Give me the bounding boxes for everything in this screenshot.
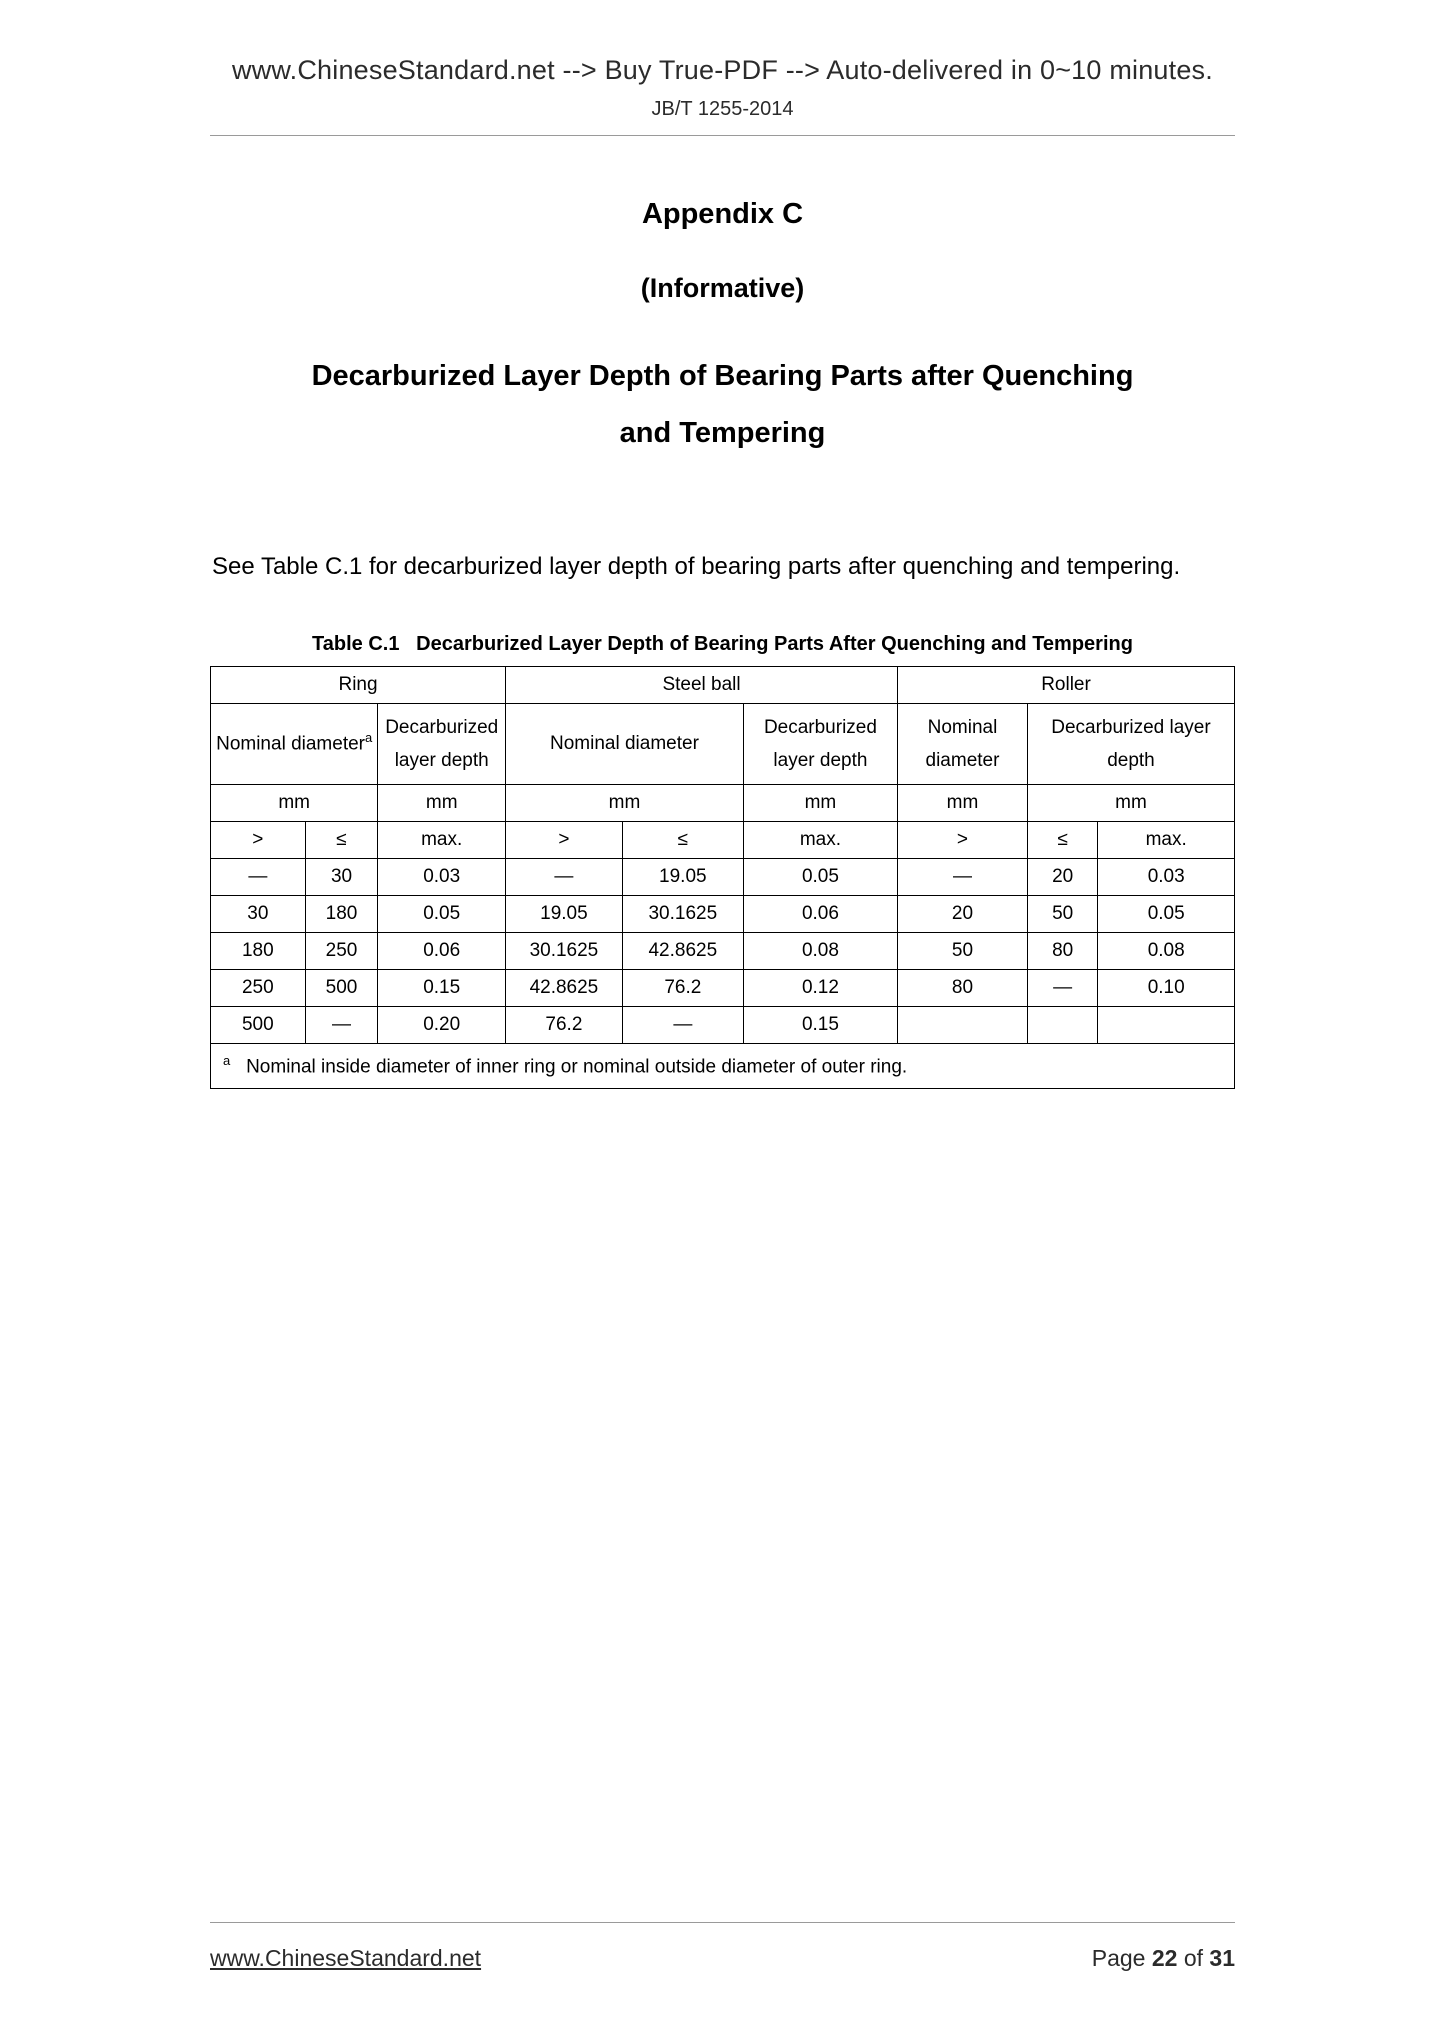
cell-ring-le: 250 (305, 933, 378, 970)
table-footnote (211, 1044, 1235, 1088)
cell-ball-max: 0.06 (743, 896, 897, 933)
cell-roller-le: 50 (1027, 896, 1097, 933)
page-total: 31 (1209, 1945, 1235, 1971)
symbol-ring-gt: > (211, 822, 306, 859)
cell-roller-le: 20 (1027, 859, 1097, 896)
decarburized-layer-table (210, 666, 1235, 1089)
footnote-marker: a (223, 1053, 231, 1069)
cell-ball-max: 0.08 (743, 933, 897, 970)
unit-ball-depth: mm (743, 785, 897, 822)
footnote-text: Nominal inside diameter of inner ring or nominal outside diameter of outer ring. (246, 1056, 908, 1078)
table-caption-label: Table C.1 (312, 632, 400, 655)
promo-banner: www.ChineseStandard.net --> Buy True-PDF --> Auto-delivered in 0~10 minutes. (232, 55, 1213, 85)
table-row (211, 859, 1235, 896)
cell-roller-le: 80 (1027, 933, 1097, 970)
appendix-heading-line-2: and Tempering (619, 416, 826, 449)
table-row (211, 933, 1235, 970)
subheader-ring-depth: Decarburized layer depth (378, 703, 506, 785)
symbol-ball-gt: > (506, 822, 623, 859)
unit-roller-depth: mm (1027, 785, 1234, 822)
appendix-heading (210, 348, 1235, 461)
cell-ball-max: 0.05 (743, 859, 897, 896)
subheader-ball-nominal-diameter: Nominal diameter (506, 703, 744, 785)
symbol-ball-max: max. (743, 822, 897, 859)
cell-ring-le: — (305, 1007, 378, 1044)
symbol-ring-max: max. (378, 822, 506, 859)
cell-roller-max: 0.08 (1098, 933, 1235, 970)
group-header-roller: Roller (898, 666, 1235, 703)
table-footnote-row (211, 1044, 1235, 1088)
cell-roller-gt: 50 (898, 933, 1028, 970)
appendix-title: Appendix C (641, 198, 804, 230)
subheader-ball-depth: Decarburized layer depth (743, 703, 897, 785)
table-row (211, 970, 1235, 1007)
page-footer (210, 1922, 1235, 1972)
unit-ring-nominal: mm (211, 785, 378, 822)
symbol-roller-gt: > (898, 822, 1028, 859)
cell-ring-le: 30 (305, 859, 378, 896)
table-symbol-row (211, 822, 1235, 859)
cell-ring-le: 180 (305, 896, 378, 933)
cell-ring-gt: 30 (211, 896, 306, 933)
cell-ring-max: 0.15 (378, 970, 506, 1007)
cell-roller-max (1098, 1007, 1235, 1044)
unit-ball-nominal: mm (506, 785, 744, 822)
page-current: 22 (1151, 1945, 1178, 1971)
cell-ball-le: — (622, 1007, 743, 1044)
header-divider (210, 135, 1235, 136)
footnote-marker-a: a (365, 730, 373, 746)
cell-ball-le: 42.8625 (622, 933, 743, 970)
table-row (211, 896, 1235, 933)
table-caption (210, 633, 1235, 656)
cell-ball-max: 0.12 (743, 970, 897, 1007)
subheader-ring-nominal-label: Nominal diameter (216, 733, 365, 755)
cell-ring-gt: 500 (211, 1007, 306, 1044)
table-caption-text: Decarburized Layer Depth of Bearing Parts After Quenching and Tempering (416, 632, 1133, 655)
cell-roller-gt: 80 (898, 970, 1028, 1007)
cell-ring-gt: 250 (211, 970, 306, 1007)
cell-ball-gt: 19.05 (506, 896, 623, 933)
appendix-heading-line-1: Decarburized Layer Depth of Bearing Parts after Quenching (311, 360, 1134, 392)
symbol-roller-le: ≤ (1027, 822, 1097, 859)
cell-roller-max: 0.05 (1098, 896, 1235, 933)
cell-ball-gt: 42.8625 (506, 970, 623, 1007)
table-row (211, 1007, 1235, 1044)
unit-roller-nominal: mm (898, 785, 1028, 822)
cell-ring-max: 0.20 (378, 1007, 506, 1044)
cell-roller-gt: — (898, 859, 1028, 896)
cell-ball-max: 0.15 (743, 1007, 897, 1044)
symbol-ring-le: ≤ (305, 822, 378, 859)
cell-ball-le: 30.1625 (622, 896, 743, 933)
cell-roller-le (1027, 1007, 1097, 1044)
cell-roller-le: — (1027, 970, 1097, 1007)
cell-ball-gt: 30.1625 (506, 933, 623, 970)
cell-ball-gt: 76.2 (506, 1007, 623, 1044)
table-subheader-row (211, 703, 1235, 785)
cell-roller-max: 0.03 (1098, 859, 1235, 896)
cell-ring-max: 0.03 (378, 859, 506, 896)
document-code: JB/T 1255-2014 (651, 98, 794, 120)
cell-roller-gt: 20 (898, 896, 1028, 933)
cell-ball-gt: — (506, 859, 623, 896)
group-header-steel-ball: Steel ball (506, 666, 898, 703)
cell-roller-max: 0.10 (1098, 970, 1235, 1007)
appendix-subtitle: (Informative) (640, 273, 805, 303)
subheader-roller-depth: Decarburized layer depth (1027, 703, 1234, 785)
symbol-roller-max: max. (1098, 822, 1235, 859)
unit-ring-depth: mm (378, 785, 506, 822)
cell-ring-max: 0.06 (378, 933, 506, 970)
cell-ring-max: 0.05 (378, 896, 506, 933)
group-header-ring: Ring (211, 666, 506, 703)
cell-ring-gt: — (211, 859, 306, 896)
subheader-ring-nominal-diameter (211, 703, 378, 785)
page-of: of (1183, 1945, 1204, 1971)
symbol-ball-le: ≤ (622, 822, 743, 859)
page-number (1092, 1945, 1235, 1972)
cell-ball-le: 76.2 (622, 970, 743, 1007)
page-label: Page (1091, 1945, 1146, 1971)
cell-ball-le: 19.05 (622, 859, 743, 896)
cell-ring-le: 500 (305, 970, 378, 1007)
footer-divider (210, 1922, 1235, 1923)
cell-roller-gt (898, 1007, 1028, 1044)
table-group-header-row (211, 666, 1235, 703)
body-paragraph: See Table C.1 for decarburized layer depth of bearing parts after quenching and tempering. (212, 553, 1181, 581)
subheader-roller-nominal-diameter: Nominal diameter (898, 703, 1028, 785)
cell-ring-gt: 180 (211, 933, 306, 970)
table-unit-row (211, 785, 1235, 822)
footer-site-link[interactable]: www.ChineseStandard.net (210, 1945, 482, 1971)
